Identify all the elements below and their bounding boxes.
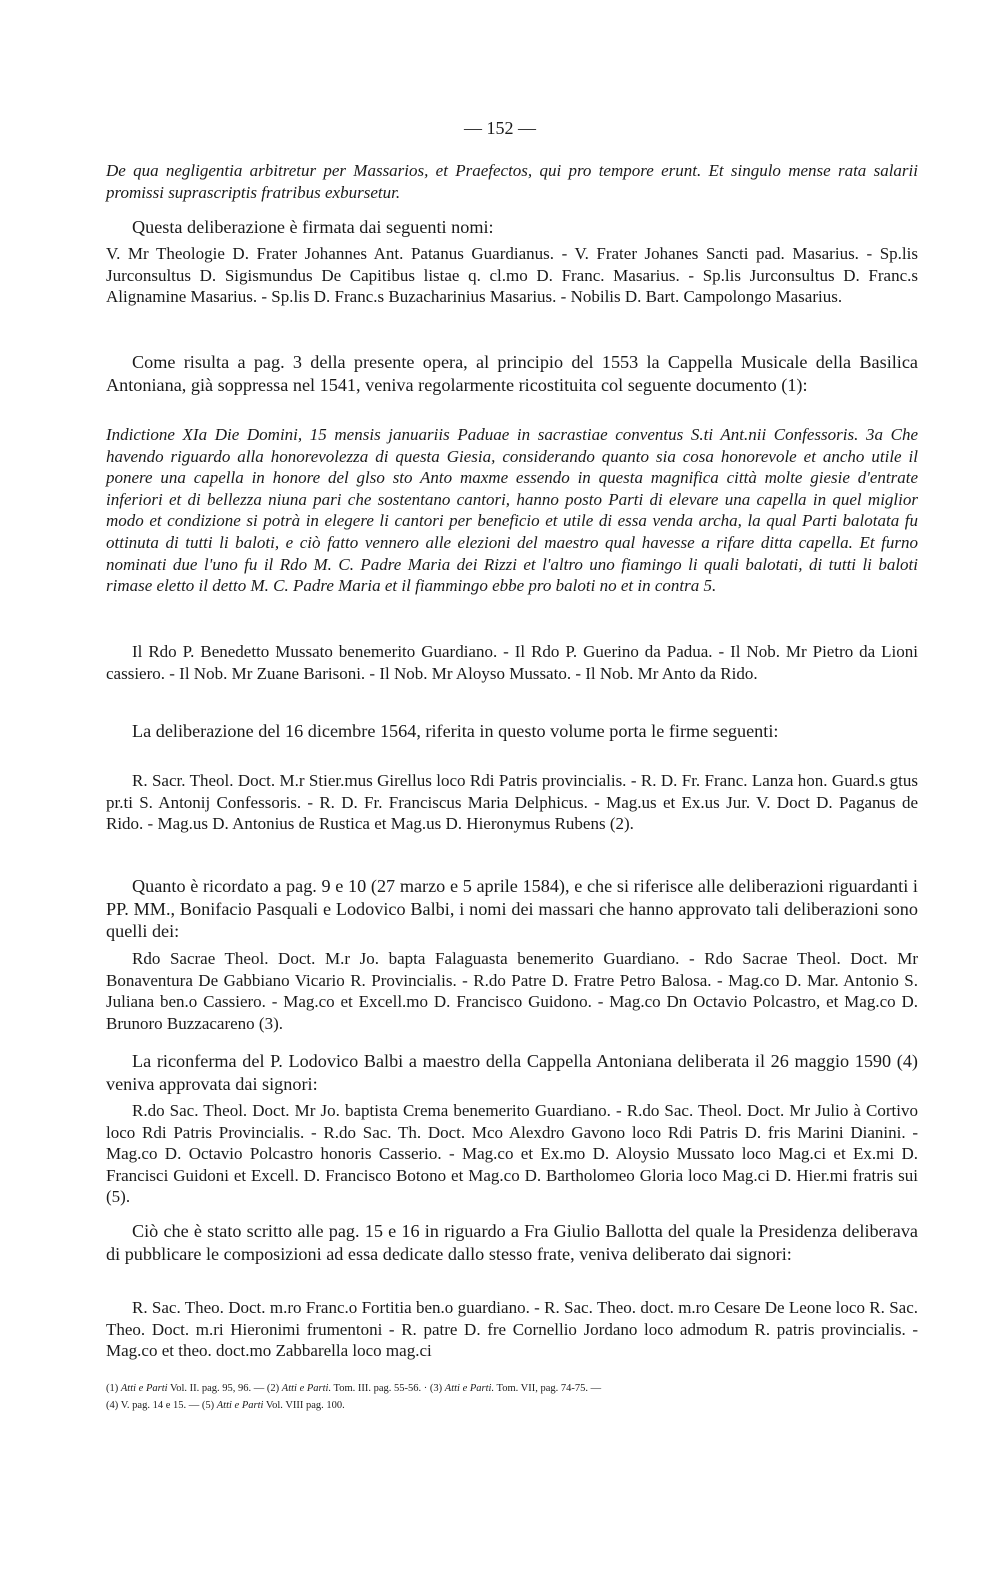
signatories-list-1: V. Mr Theologie D. Frater Johannes Ant. Patanus Guardianus. - V. Frater Johanes Sancti pad. Masarius. - Sp.lis Jurconsultus D. Sigismundus De Capitibus listae q. cl.mo D. Franc. Masarius. - Sp.lis Jurconsultus D. Franc.s Alignamine Masarius. - Sp.lis D. Franc.s Buzacharinius Masarius. - Nobilis D. Bart. Campolongo Masarius. [106, 244, 918, 307]
footnote-3-source: Atti e Parti. [444, 1383, 495, 1394]
signatories-list-4: Rdo Sacrae Theol. Doct. M.r Jo. bapta Falaguasta benemerito Guardiano. - Rdo Sacrae Theol. Doct. Mr Bonaventura De Gabbiano Vicario R. Provincialis. - R.do Patre D. Fratre Petro Balosa. - Mag.co D. Mar. Antonio S. Juliana ben.o Cassiero. - Mag.co et Excell.mo D. Francisco Guidono. - Mag.co Dn Octavio Polcastro, et Mag.co D. Brunoro Buzzacareno (3). [106, 949, 918, 1033]
footnote-3-number: (3) [429, 1383, 443, 1394]
latin-clause-paragraph: De qua negligentia arbitretur per Massarios, et Praefectos, qui pro tempore erunt. Et singulo mense rata salarii promissi suprascriptis fratribus exbursetur. [106, 161, 918, 202]
founding-document-paragraph: Indictione XIa Die Domini, 15 mensis januariis Paduae in sacrastiae conventus S.ti Ant.nii Confessoris. 3a Che havendo riguardo alla honorevolezza di questa Giesia, considerando quanto sia cosa honorevole et ancho utile il ponere una capella in honore del glso sto Anto maxme essendo in questa magnifica città molte giesie d'entrate inferiori et di bellezza niuna pari che sostentano cantori, hanno posto Parti di elevare una capella in quel miglior modo et condizione si potrà in elegere li cantori per beneficio et utile di essa venda archa, la qual Parti balotata fu ottinuta di tutti li baloti, e ciò fatto vennero alle elezioni del maestro qual havesse a rifare ditta capella. Et furno nominati due l'uno fu il Rdo M. C. Padre Maria dei Rizzi et l'altro uno fiamingo li quali balotati, di tutti li baloti rimase eletto il detto M. C. Padre Maria et il fiammingo ebbe pro baloti no et in contra 5. [106, 425, 918, 596]
footnote-5-number: (5) [201, 1399, 215, 1411]
ballotta-paragraph: Ciò che è stato scritto alle pag. 15 e 16 in riguardo a Fra Giulio Ballotta del quale la Presidenza deliberava di pubblicare le composizioni ad essa dedicate dallo stesso frate, veniva deliberato dai signori: [106, 1221, 918, 1264]
footnote-4-number: (4) [106, 1399, 119, 1411]
page-number: — 152 — [464, 118, 536, 138]
footnote-3-reference: Tom. VII, pag. 74-75. — [496, 1383, 602, 1394]
signatories-list-5: R.do Sac. Theol. Doct. Mr Jo. baptista Crema benemerito Guardiano. - R.do Sac. Theol. Doct. Mr Julio à Cortivo loco Rdi Patris Provincialis. - R.do Sac. Th. Doct. Mco Alexdro Gavono loco Rdi Patris D. fris Marini Dianini. - Mag.co D. Octavio Polcastro honoris Casserio. - Mag.co et Ex.mo D. Aloysio Mussato loco Mag.ci et Ex.mi D. Francisci Guidoni et Excell. D. Francisco Botono et Mag.co D. Bartholomeo Gloria loco Mag.ci D. Hier.mi fratris sui (5). [106, 1101, 918, 1207]
footnote-1-number: (1) [106, 1383, 119, 1394]
footnote-1-source: Atti e Parti [120, 1383, 168, 1394]
footnote-5-source: Atti e Parti [216, 1399, 264, 1411]
deliberation-1584-paragraph: Quanto è ricordato a pag. 9 e 10 (27 marzo e 5 aprile 1584), e che si riferisce alle deliberazioni riguardanti i PP. MM., Bonifacio Pasquali e Lodovico Balbi, i nomi dei massari che hanno approvato tali deliberazioni sono quelli dei: [106, 876, 918, 941]
footnote-2-reference: Tom. III. pag. 55-56. · [333, 1383, 428, 1394]
deliberation-1564-paragraph: La deliberazione del 16 dicembre 1564, riferita in questo volume porta le firme seguenti: [132, 721, 779, 741]
signatories-list-2: Il Rdo P. Benedetto Mussato benemerito Guardiano. - Il Rdo P. Guerino da Padua. - Il Nob. Mr Pietro da Lioni cassiero. - Il Nob. Mr Zuane Barisoni. - Il Nob. Mr Aloyso Mussato. - Il Nob. Mr Anto da Rido. [106, 642, 918, 683]
footnote-1-reference: Vol. II. pag. 95, 96. — [169, 1383, 265, 1394]
chapel-history-paragraph: Come risulta a pag. 3 della presente opera, al principio del 1553 la Cappella Musicale della Basilica Antoniana, già soppressa nel 1541, veniva regolarmente ricostituita col seguente documento (1): [106, 352, 918, 395]
signatories-list-6: R. Sac. Theo. Doct. m.ro Franc.o Fortitia ben.o guardiano. - R. Sac. Theo. doct. m.ro Cesare De Leone loco R. Sac. Theo. Doct. m.ri Hieronimi frumentoni - R. patre D. fre Cornellio Jordano loco admodum R. patris provincialis. - Mag.co et theo. doct.mo Zabbarella loco mag.ci [106, 1298, 918, 1361]
footnote-2-source: Atti e Parti. [281, 1383, 332, 1394]
footnote-5-reference: Vol. VIII pag. 100. [265, 1399, 345, 1411]
deliberation-1590-paragraph: La riconferma del P. Lodovico Balbi a maestro della Cappella Antoniana deliberata il 26 maggio 1590 (4) veniva approvata dai signori: [106, 1051, 918, 1094]
footnote-2-number: (2) [266, 1383, 280, 1394]
signatories-list-3: R. Sacr. Theol. Doct. M.r Stier.mus Girellus loco Rdi Patris provincialis. - R. D. Fr. Franc. Lanza hon. Guard.s gtus pr.ti S. Antonij Confessoris. - R. D. Fr. Franciscus Maria Delphicus. - Mag.us et Ex.us Jur. V. Doct D. Paganus de Rido. - Mag.us D. Antonius de Rustica et Mag.us D. Hieronymus Rubens (2). [106, 771, 918, 834]
footnotes [106, 1381, 918, 1414]
footnote-4-reference: V. pag. 14 e 15. — [120, 1399, 200, 1411]
signatories-intro-paragraph: Questa deliberazione è firmata dai seguenti nomi: [132, 217, 494, 237]
